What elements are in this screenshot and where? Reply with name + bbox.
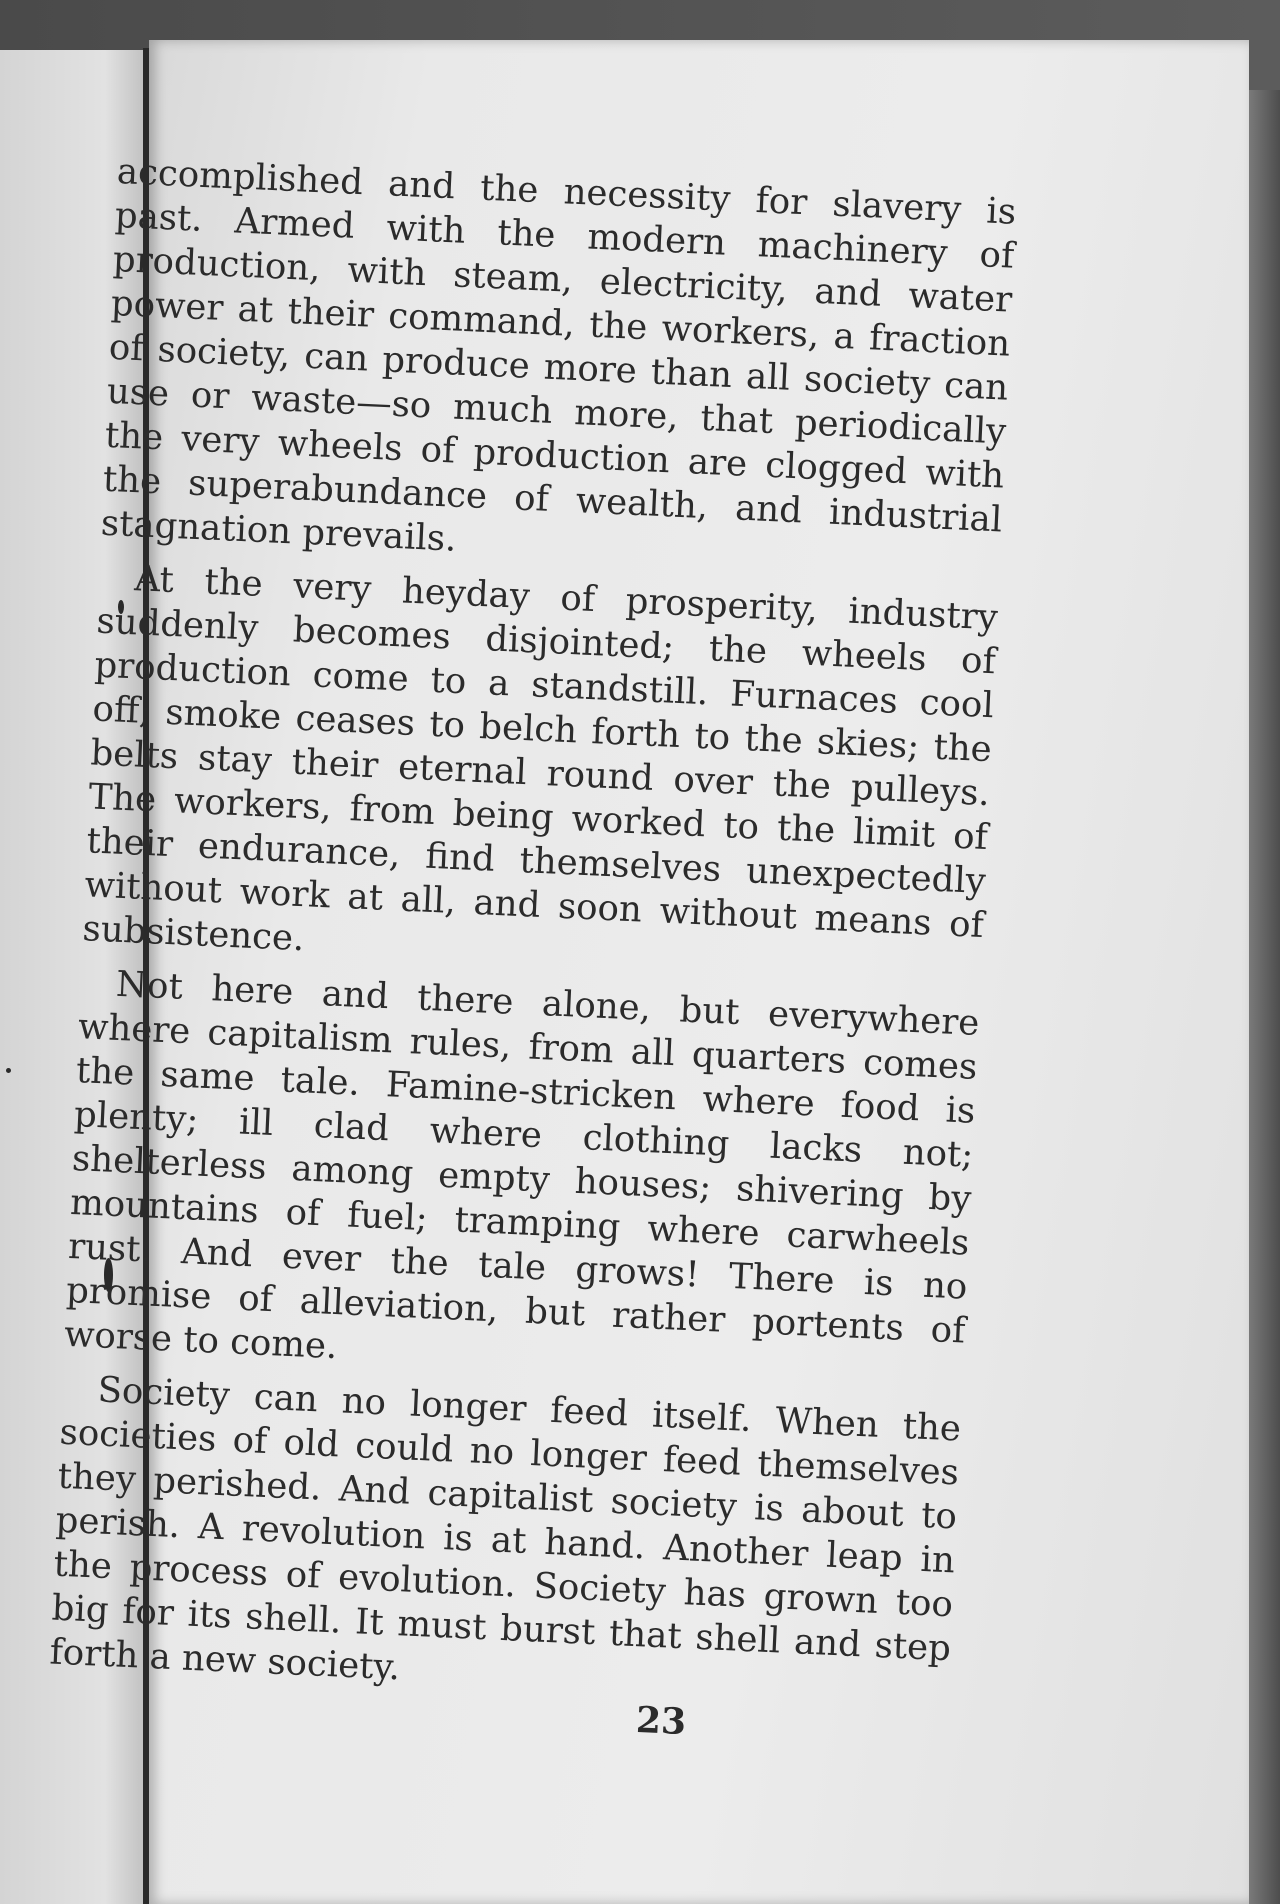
dust-speck <box>6 1068 11 1073</box>
paragraph: accomplished and the necessity for slavery is past. Armed with the modern machinery of production, with steam, electricity, and water power at their command, the workers, a fraction of society, can produce more than all society can use or waste—so much more, that periodically the very wheels of production are clogged with the superabundance of wealth, and industrial stagnation prevails. <box>100 150 1018 560</box>
page-edge-shadow <box>1249 90 1280 1904</box>
paragraph: At the very heyday of prosperity, industry suddenly becomes disjointed; the wheels of production come to a standstill. Furnaces cool off; smoke ceases to belch forth to the skies; the belts stay their eternal round over the pulleys. The workers, from being worked to the limit of their endurance, find themselves unexpectedly without work at all, and soon without means of subsistence. <box>81 558 999 960</box>
body-text <box>48 150 1017 1725</box>
page-number: 23 <box>635 1698 688 1744</box>
paragraph: Not here and there alone, but everywhere where capitalism rules, from all quarters comes the same tale. Famine-stricken where food is plenty; ill clad where clothing lacks not; shelterless among empty houses; shivering by mountains of fuel; tramping where carwheels rust. And ever the tale grows! There is no promise of alleviation, but rather portents of worse to come. <box>63 963 981 1368</box>
paragraph: Society can no longer feed itself. When the societies of old could no longer feed themselves they perished. And capitalist society is about to perish. A revolution is at hand. Another leap in the process of evolution. Society has grown too big for its shell. It must burst that shell and step forth a new society. <box>48 1369 962 1689</box>
